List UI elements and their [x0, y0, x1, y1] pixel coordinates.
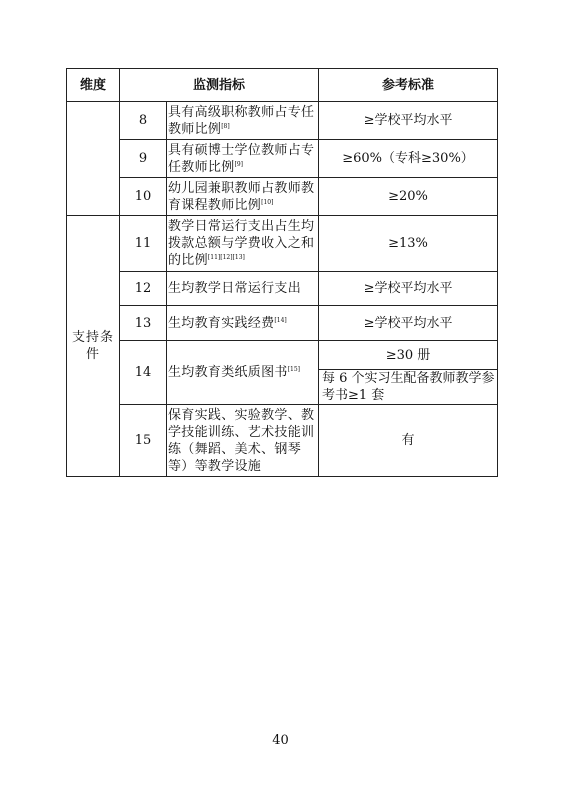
footnote-ref: [15] [287, 366, 301, 373]
header-indicator: 监测指标 [120, 69, 319, 102]
row-number: 12 [120, 272, 167, 306]
header-standard: 参考标准 [319, 69, 498, 102]
standard-cell: ≥学校平均水平 [319, 272, 498, 306]
dimension-cell: 支持条件 [67, 216, 120, 477]
footnote-ref: [11][12][13] [207, 254, 245, 261]
footnote-ref: [8] [221, 122, 230, 130]
indicator-cell [167, 216, 319, 272]
indicator-text: 具有高级职称教师占专任教师比例 [168, 104, 315, 137]
indicator-text: 生均教学日常运行支出 [168, 281, 302, 296]
footnote-ref: [9] [234, 160, 244, 168]
indicator-text: 教学日常运行支出占生均拨款总额与学费收入之和的比例 [168, 219, 315, 268]
standard-cell-secondary: 每 6 个实习生配备教师教学参考书≥1 套 [319, 370, 498, 405]
row-number: 15 [120, 405, 167, 477]
indicator-cell [167, 306, 319, 341]
table-row [67, 272, 498, 306]
indicator-cell [167, 341, 319, 405]
table-row [67, 140, 498, 178]
row-number: 14 [120, 341, 167, 405]
indicator-text: 生均教育类纸质图书 [168, 365, 288, 380]
page-number: 40 [272, 733, 289, 748]
indicator-text: 幼儿园兼职教师占教师教育课程教师比例 [168, 180, 315, 213]
monitoring-indicators-table [66, 68, 498, 477]
standard-cell: ≥60%（专科≥30%） [319, 140, 498, 178]
row-number: 13 [120, 306, 167, 341]
row-number: 11 [120, 216, 167, 272]
table-row [67, 341, 498, 370]
header-dimension: 维度 [67, 69, 120, 102]
indicator-cell [167, 140, 319, 178]
indicator-cell [167, 405, 319, 477]
standard-cell: ≥学校平均水平 [319, 306, 498, 341]
indicator-cell [167, 272, 319, 306]
table-row [67, 178, 498, 216]
standard-cell: ≥30 册 [319, 341, 498, 370]
table-header-row [67, 69, 498, 102]
indicator-cell [167, 178, 319, 216]
row-number: 9 [120, 140, 167, 178]
indicator-text: 保育实践、实验教学、教学技能训练、艺术技能训练（舞蹈、美术、钢琴等）等教学设施 [168, 407, 315, 474]
standard-cell: ≥学校平均水平 [319, 102, 498, 140]
table-row [67, 102, 498, 140]
footnote-ref: [10] [261, 198, 274, 206]
table-row [67, 405, 498, 477]
indicator-text: 生均教育实践经费 [168, 315, 275, 331]
row-number: 10 [120, 178, 167, 216]
indicator-cell [167, 102, 319, 140]
standard-cell: ≥20% [319, 178, 498, 216]
table-row [67, 216, 498, 272]
row-number: 8 [120, 102, 167, 140]
table-row [67, 306, 498, 341]
footnote-ref: [14] [274, 316, 287, 324]
standard-cell: 有 [319, 405, 498, 477]
indicator-text: 具有硕博士学位教师占专任教师比例 [168, 142, 315, 175]
dimension-cell-empty [67, 102, 120, 216]
standard-cell: ≥13% [319, 216, 498, 272]
